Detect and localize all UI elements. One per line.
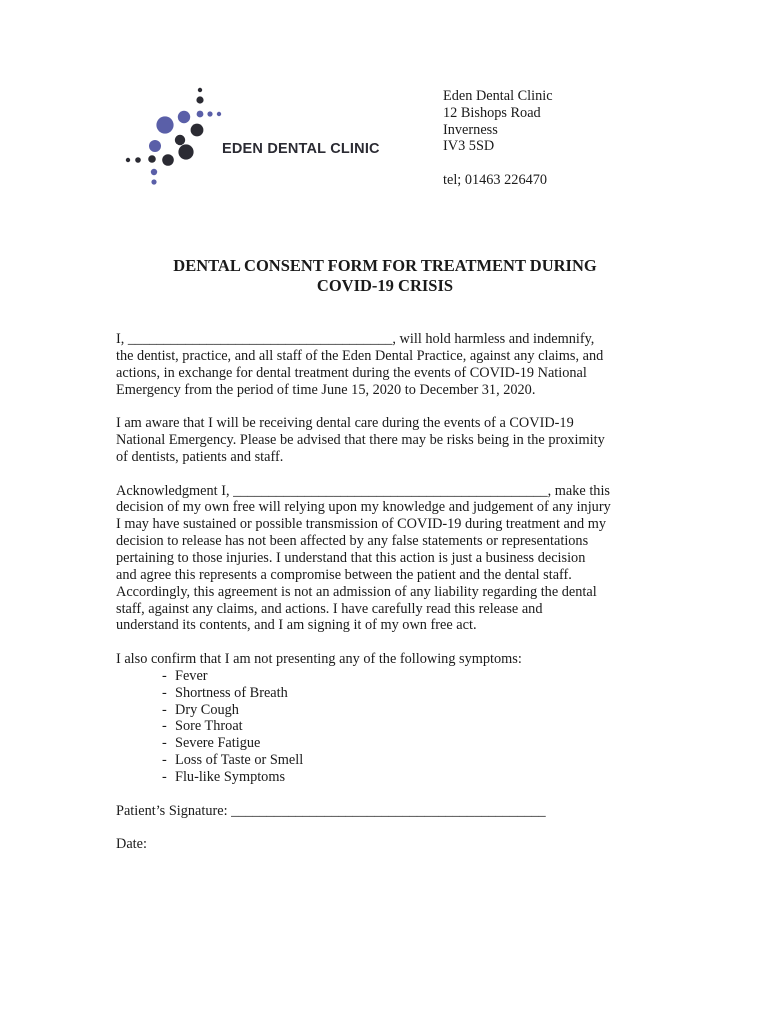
symptom-label: Loss of Taste or Smell: [175, 752, 304, 769]
paragraph-line: I am aware that I will be receiving dental care during the events of a COVID-19: [116, 415, 574, 432]
indemnity-paragraph: [116, 331, 676, 398]
paragraph-line: Emergency from the period of time June 15, 2020 to December 31, 2020.: [116, 381, 536, 398]
patient-signature-field[interactable]: Patient’s Signature: ____________________________________________: [116, 802, 546, 819]
form-title-line: DENTAL CONSENT FORM FOR TREATMENT DURING: [173, 256, 597, 275]
clinic-logo: [118, 84, 418, 194]
logo-wordmark: EDEN DENTAL CLINIC: [222, 141, 380, 157]
acknowledgment-paragraph: [116, 483, 676, 635]
form-body: [116, 331, 676, 853]
symptom-item: [116, 718, 676, 735]
form-title-line: COVID-19 CRISIS: [316, 276, 454, 295]
symptoms-list: [116, 668, 676, 786]
paragraph-line: I, _____________________________________, will hold harmless and indemnify,: [116, 331, 595, 347]
symptom-item: [116, 752, 676, 769]
symptom-label: Dry Cough: [175, 701, 239, 718]
dash-bullet-icon: -: [162, 752, 167, 769]
symptom-item: [116, 668, 676, 685]
symptom-item: [116, 769, 676, 786]
paragraph-line: decision of my own free will relying upon my knowledge and judgement of any injury: [116, 499, 611, 516]
dash-bullet-icon: -: [162, 768, 167, 785]
dash-bullet-icon: -: [162, 735, 167, 752]
paragraph-line: Accordingly, this agreement is not an admission of any liability regarding the dental: [116, 583, 597, 600]
paragraph-line: Acknowledgment I, ____________________________________________, make this: [116, 482, 610, 499]
dash-bullet-icon: -: [162, 667, 167, 684]
address-line: IV3 5SD: [443, 138, 495, 155]
symptom-label: Shortness of Breath: [175, 684, 288, 701]
clinic-logo-dots-icon: [118, 84, 228, 194]
symptom-label: Fever: [175, 667, 208, 684]
paragraph-line: understand its contents, and I am signing it of my own free act.: [116, 617, 477, 634]
paragraph-line: of dentists, patients and staff.: [116, 448, 284, 465]
symptom-item: [116, 735, 676, 752]
clinic-telephone: tel; 01463 226470: [443, 171, 548, 188]
clinic-address: [443, 88, 553, 189]
paragraph-line: the dentist, practice, and all staff of the Eden Dental Practice, against any claims, and: [116, 347, 604, 364]
risk-awareness-paragraph: [116, 415, 676, 466]
form-title: [100, 256, 670, 296]
symptoms-intro: I also confirm that I am not presenting any of the following symptoms:: [116, 651, 522, 668]
paragraph-line: decision to release has not been affected by any false statements or representations: [116, 533, 589, 550]
symptom-item: [116, 685, 676, 702]
address-line: Inverness: [443, 121, 498, 138]
dash-bullet-icon: -: [162, 684, 167, 701]
symptom-item: [116, 702, 676, 719]
paragraph-line: actions, in exchange for dental treatment during the events of COVID-19 National: [116, 364, 587, 381]
address-line: Eden Dental Clinic: [443, 88, 553, 104]
paragraph-line: I may have sustained or possible transmission of COVID-19 during treatment and my: [116, 516, 606, 533]
paragraph-line: and agree this represents a compromise between the patient and the dental staff.: [116, 566, 572, 583]
paragraph-line: National Emergency. Please be advised that there may be risks being in the proximity: [116, 432, 605, 449]
dash-bullet-icon: -: [162, 718, 167, 735]
paragraph-line: staff, against any claims, and actions. I have carefully read this release and: [116, 600, 543, 617]
address-line: 12 Bishops Road: [443, 104, 541, 121]
symptom-label: Severe Fatigue: [175, 735, 261, 752]
paragraph-line: pertaining to those injuries. I understand that this action is just a business decision: [116, 549, 586, 566]
symptom-label: Sore Throat: [175, 718, 243, 735]
dash-bullet-icon: -: [162, 701, 167, 718]
date-field[interactable]: Date:: [116, 836, 147, 853]
symptom-label: Flu-like Symptoms: [175, 768, 286, 785]
